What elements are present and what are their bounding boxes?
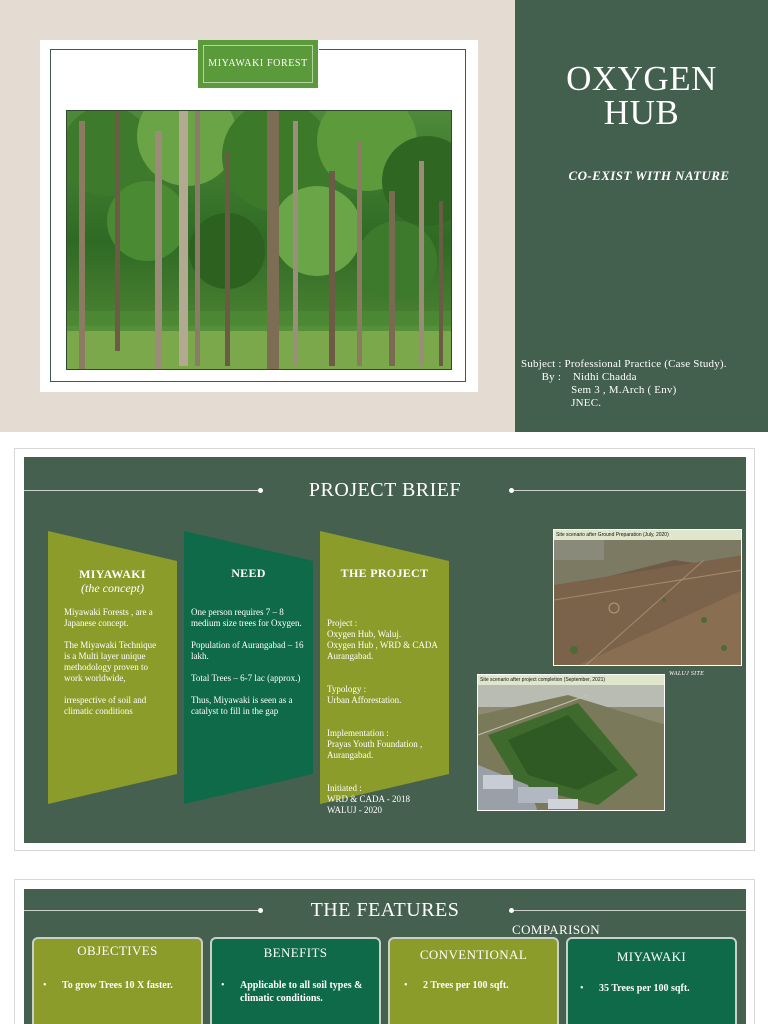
panel-need: [184, 531, 313, 804]
card-benefits: [210, 937, 381, 1024]
card-text: 2 Trees per 100 sqft.: [423, 980, 509, 991]
site-photo-project-completion: [477, 674, 665, 811]
photo-card: [40, 40, 478, 392]
panel-miyawaki: [48, 531, 177, 804]
card-text: Applicable to all soil types & climatic conditions.: [240, 980, 363, 1004]
features-slide-frame: [14, 879, 755, 1024]
panel-paragraph: Initiated : WRD & CADA - 2018 WALUJ - 2020: [327, 783, 410, 815]
card-miyawaki: [566, 937, 737, 1024]
bullet: •: [43, 980, 47, 991]
forest-photo: [66, 110, 452, 370]
panel-paragraph: One person requires 7 – 8 medium size trees for Oxygen.: [191, 607, 302, 628]
card-heading: CONVENTIONAL: [419, 947, 528, 962]
panel-paragraph: Miyawaki Forests , are a Japanese concept.: [64, 607, 153, 628]
panel-paragraph: The Miyawaki Technique is a Multi layer unique methodology proven to work worldwide,: [64, 640, 157, 683]
panel-paragraph: Implementation : Prayas Youth Foundation , Aurangabad.: [327, 728, 423, 760]
panel-subheading: (the concept): [81, 581, 144, 595]
card-body: [580, 982, 729, 995]
panel-heading: NEED: [231, 566, 266, 580]
site-photo-image: [554, 530, 742, 666]
card-body: [221, 979, 365, 1005]
card-body: [43, 979, 182, 992]
tag-text: MIYAWAKI FOREST: [208, 58, 308, 69]
site-photo-image: [478, 675, 665, 811]
panel-body: [191, 607, 309, 728]
main-title: [515, 59, 768, 132]
site-photo-ground-preparation: [553, 529, 742, 666]
panel-heading: MIYAWAKI: [79, 567, 146, 581]
title-slide: [0, 0, 768, 432]
project-brief-slide: [24, 457, 746, 843]
title-line-2: HUB: [603, 93, 680, 132]
project-brief-slide-frame: [14, 448, 755, 851]
card-heading: OBJECTIVES: [77, 943, 158, 958]
card-conventional: [388, 937, 559, 1024]
subtitle: CO-EXIST WITH NATURE: [568, 168, 730, 183]
site-photo-caption: Site scenario after Ground Preparation (July, 2020): [554, 530, 741, 540]
panel-paragraph: Population of Aurangabad – 16 lakh.: [191, 640, 304, 661]
bullet: •: [221, 980, 225, 991]
forest-tag-label: [197, 40, 319, 88]
comparison-label: COMPARISON: [512, 922, 601, 937]
card-heading: MIYAWAKI: [616, 949, 687, 964]
card-objectives: [32, 937, 203, 1024]
panel-paragraph: Total Trees – 6-7 lac (approx.): [191, 673, 301, 683]
slide-title: THE FEATURES: [310, 899, 460, 921]
title-line-1: OXYGEN: [566, 59, 717, 98]
forest-illustration: [67, 111, 452, 370]
panel-the-project: [320, 531, 449, 815]
card-body: [404, 979, 553, 992]
panel-heading: THE PROJECT: [340, 566, 429, 580]
bullet: •: [580, 983, 584, 994]
panel-paragraph: Thus, Miyawaki is seen as a catalyst to fill in the gap: [191, 695, 293, 716]
site-label: WALUJ SITE: [669, 671, 705, 677]
credits: Subject : Professional Practice (Case Study). By : Nidhi Chadda Sem 3 , M.Arch ( Env) JNEC.: [521, 358, 727, 409]
features-slide: [24, 889, 746, 1024]
panel-paragraph: Typology : Urban Afforestation.: [327, 684, 402, 705]
panel-body: [327, 607, 451, 838]
panel-body: [64, 607, 164, 728]
card-heading: BENEFITS: [263, 945, 328, 960]
tag-inner-border: [203, 45, 313, 83]
site-photo-caption: Site scenario after project completion (September, 2021): [478, 675, 664, 685]
slide-title: PROJECT BRIEF: [308, 479, 462, 501]
title-panel: [515, 0, 768, 432]
panel-paragraph: Project : Oxygen Hub, Waluj. Oxygen Hub , WRD & CADA Aurangabad.: [327, 618, 438, 661]
card-text: To grow Trees 10 X faster.: [62, 980, 173, 991]
bullet: •: [404, 980, 408, 991]
card-text: 35 Trees per 100 sqft.: [599, 983, 690, 994]
panel-paragraph: irrespective of soil and climatic conditions: [64, 695, 147, 716]
